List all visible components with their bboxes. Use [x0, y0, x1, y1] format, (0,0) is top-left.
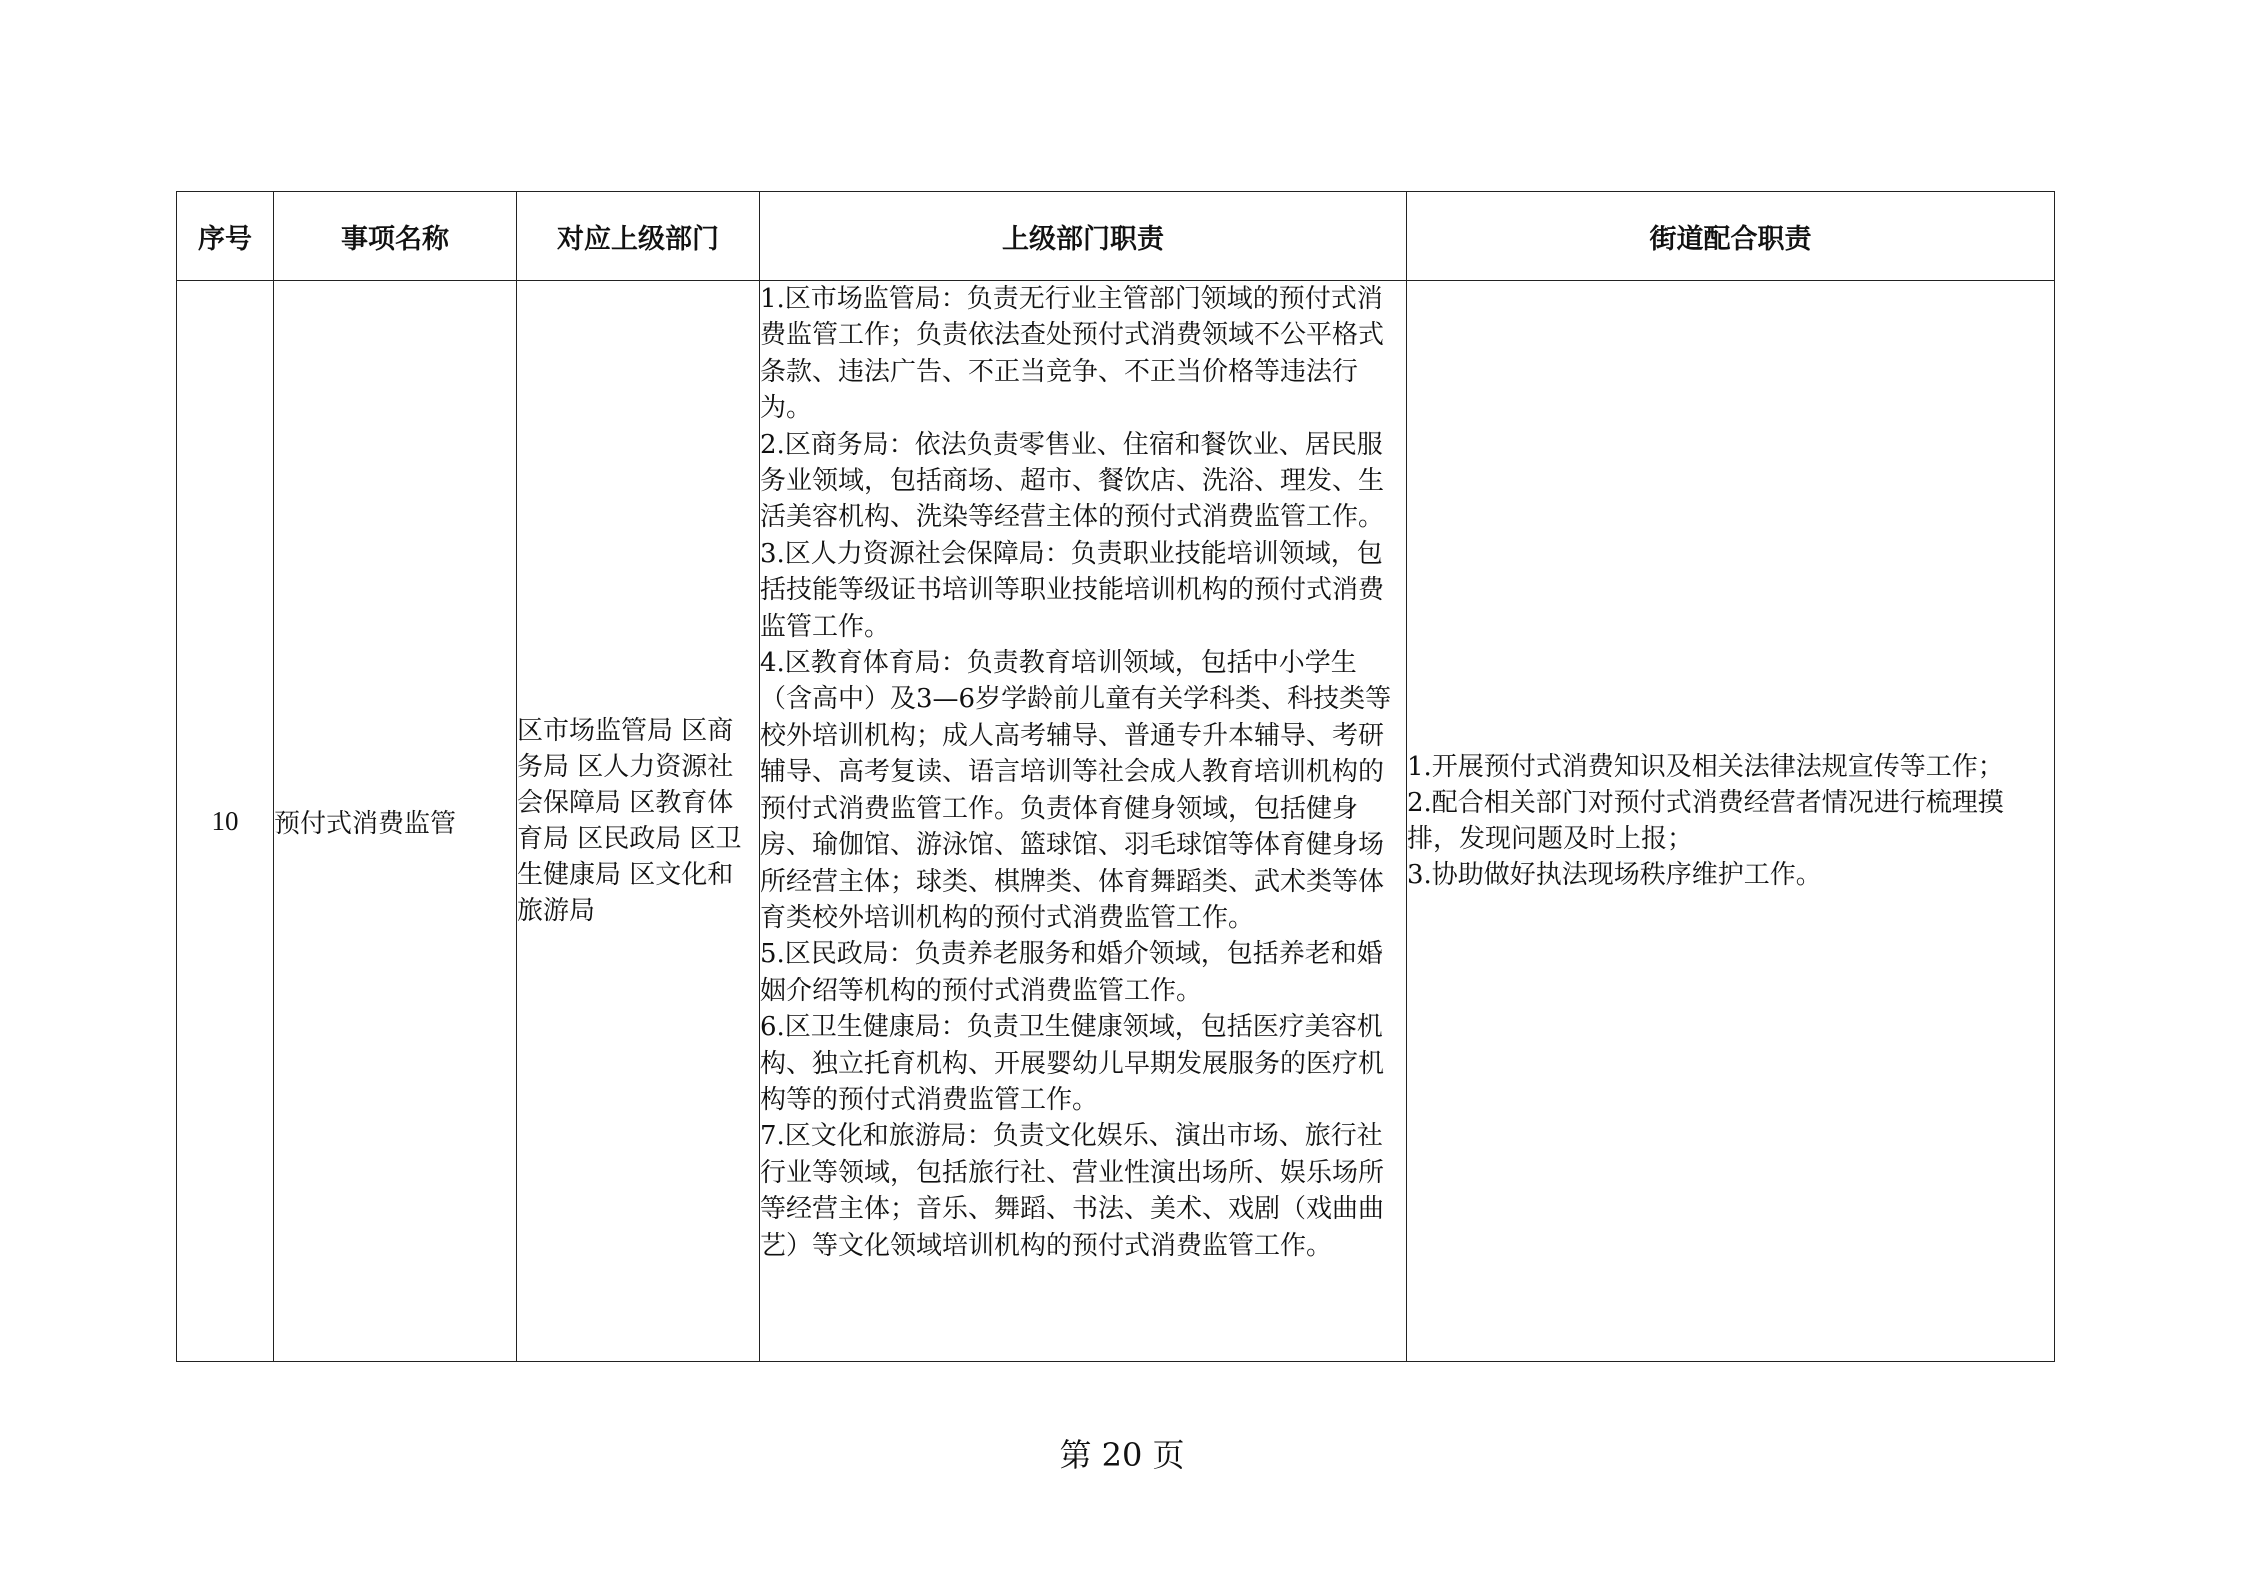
duty-paragraph: 2.区商务局：依法负责零售业、住宿和餐饮业、居民服务业领域，包括商场、超市、餐饮店、洗浴、理发、生活美容机构、洗染等经营主体的预付式消费监管工作。 — [760, 429, 1385, 533]
street-duty-paragraph: 2.配合相关部门对预付式消费经营者情况进行梳理摸排，发现问题及时上报； — [1407, 788, 2004, 854]
header-department: 对应上级部门 — [517, 192, 760, 281]
row-street-duties — [1407, 281, 2055, 1362]
header-seq: 序号 — [177, 192, 274, 281]
duty-paragraph: 4.区教育体育局：负责教育培训领域，包括中小学生（含高中）及3—6岁学龄前儿童有关学科类、科技类等校外培训机构；成人高考辅导、普通专升本辅导、考研辅导、高考复读、语言培训等社会成人教育培训机构的预付式消费监管工作。负责体育健身领域，包括健身房、瑜伽馆、游泳馆、篮球馆、羽毛球馆等体育健身场所经营主体；球类、棋牌类、体育舞蹈类、武术类等体育类校外培训机构的预付式消费监管工作。 — [760, 648, 1392, 933]
street-duty-paragraph: 3.协助做好执法现场秩序维护工作。 — [1407, 860, 1822, 890]
duty-paragraph: 1.区市场监管局：负责无行业主管部门领域的预付式消费监管工作；负责依法查处预付式消费领域不公平格式条款、违法广告、不正当竞争、不正当价格等违法行为。 — [760, 284, 1385, 424]
page-number: 第 20 页 — [1059, 1436, 1185, 1474]
duty-table — [176, 191, 2055, 1362]
header-department-duties: 上级部门职责 — [760, 192, 1407, 281]
header-row — [177, 192, 2055, 281]
row-seq: 10 — [177, 281, 274, 1362]
header-item-name: 事项名称 — [274, 192, 517, 281]
street-duty-paragraph: 1.开展预付式消费知识及相关法律法规宣传等工作； — [1407, 752, 2004, 782]
row-department-duties — [760, 281, 1407, 1362]
duty-paragraph: 5.区民政局：负责养老服务和婚介领域，包括养老和婚姻介绍等机构的预付式消费监管工作。 — [760, 939, 1383, 1006]
row-item-name: 预付式消费监管 — [274, 281, 517, 1362]
table-row — [177, 281, 2055, 1362]
row-departments: 区市场监管局 区商务局 区人力资源社会保障局 区教育体育局 区民政局 区卫生健康局 区文化和旅游局 — [517, 281, 760, 1362]
header-street-duties: 街道配合职责 — [1407, 192, 2055, 281]
duty-paragraph: 6.区卫生健康局：负责卫生健康领域，包括医疗美容机构、独立托育机构、开展婴幼儿早期发展服务的医疗机构等的预付式消费监管工作。 — [760, 1012, 1385, 1115]
duty-paragraph: 3.区人力资源社会保障局：负责职业技能培训领域，包括技能等级证书培训等职业技能培训机构的预付式消费监管工作。 — [760, 538, 1385, 642]
duty-paragraph: 7.区文化和旅游局：负责文化娱乐、演出市场、旅行社行业等领域，包括旅行社、营业性演出场所、娱乐场所等经营主体；音乐、舞蹈、书法、美术、戏剧（戏曲曲艺）等文化领域培训机构的预付式消费监管工作。 — [760, 1121, 1385, 1261]
